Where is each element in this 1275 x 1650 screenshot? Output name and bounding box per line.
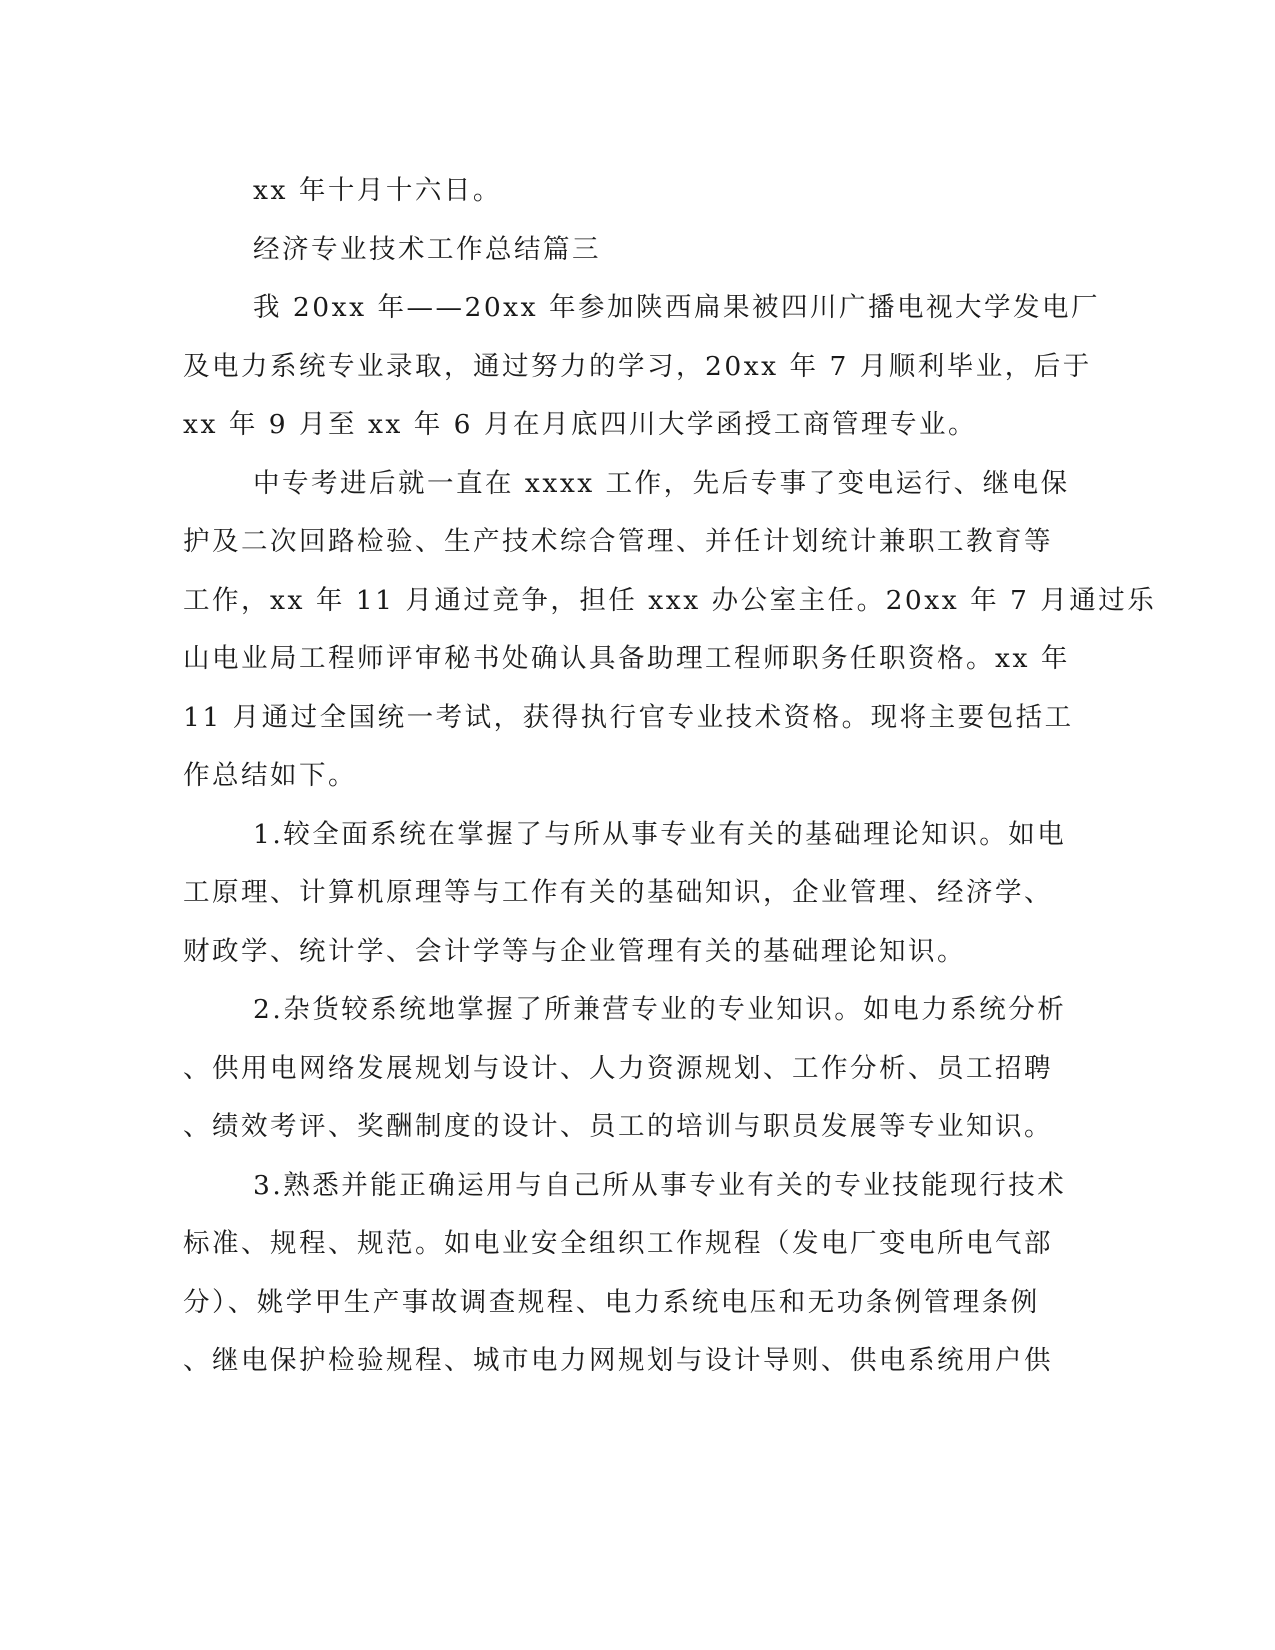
paragraph-line: 中专考进后就一直在 xxxx 工作，先后专事了变电运行、继电保: [253, 467, 1070, 499]
paragraph-line: 1.较全面系统在掌握了与所从事专业有关的基础理论知识。如电: [253, 818, 1067, 850]
paragraph-line: 工原理、计算机原理等与工作有关的基础知识，企业管理、经济学、: [183, 877, 1053, 908]
paragraph-line: 、继电保护检验规程、城市电力网规划与设计导则、供电系统用户供: [183, 1345, 1053, 1376]
date-line: xx 年十月十六日。: [253, 175, 502, 206]
paragraph-line: 工作，xx 年 11 月通过竞争，担任 xxx 办公室主任。20xx 年 7 月通过乐: [183, 584, 1157, 616]
paragraph-line: 、供用电网络发展规划与设计、人力资源规划、工作分析、员工招聘: [183, 1052, 1053, 1084]
paragraph-line: 11 月通过全国统一考试，获得执行官专业技术资格。现将主要包括工: [183, 701, 1074, 733]
paragraph-line: 2.杂货较系统地掌握了所兼营专业的专业知识。如电力系统分析: [253, 994, 1067, 1025]
section-heading: 经济专业技术工作总结篇三: [253, 233, 601, 265]
paragraph-line: 、绩效考评、奖酬制度的设计、员工的培训与职员发展等专业知识。: [183, 1111, 1053, 1142]
paragraph-line: 护及二次回路检验、生产技术综合管理、并任计划统计兼职工教育等: [183, 526, 1053, 557]
paragraph-line: 及电力系统专业录取，通过努力的学习，20xx 年 7 月顺利毕业，后于: [183, 350, 1092, 382]
paragraph-line: 山电业局工程师评审秘书处确认具备助理工程师职务任职资格。xx 年: [183, 643, 1070, 674]
paragraph-line: xx 年 9 月至 xx 年 6 月在月底四川大学函授工商管理专业。: [183, 409, 977, 440]
paragraph-line: 分）、姚学甲生产事故调查规程、电力系统电压和无功条例管理条例: [183, 1286, 1040, 1318]
paragraph-line: 3.熟悉并能正确运用与自己所从事专业有关的专业技能现行技术: [253, 1169, 1067, 1201]
paragraph-line: 我 20xx 年——20xx 年参加陕西扁果被四川广播电视大学发电厂: [253, 292, 1100, 323]
paragraph-line: 作总结如下。: [183, 760, 357, 791]
paragraph-line: 标准、规程、规范。如电业安全组织工作规程（发电厂变电所电气部: [183, 1228, 1053, 1259]
body-text: [183, 162, 1157, 1391]
paragraph-line: 财政学、统计学、会计学等与企业管理有关的基础理论知识。: [183, 935, 966, 967]
